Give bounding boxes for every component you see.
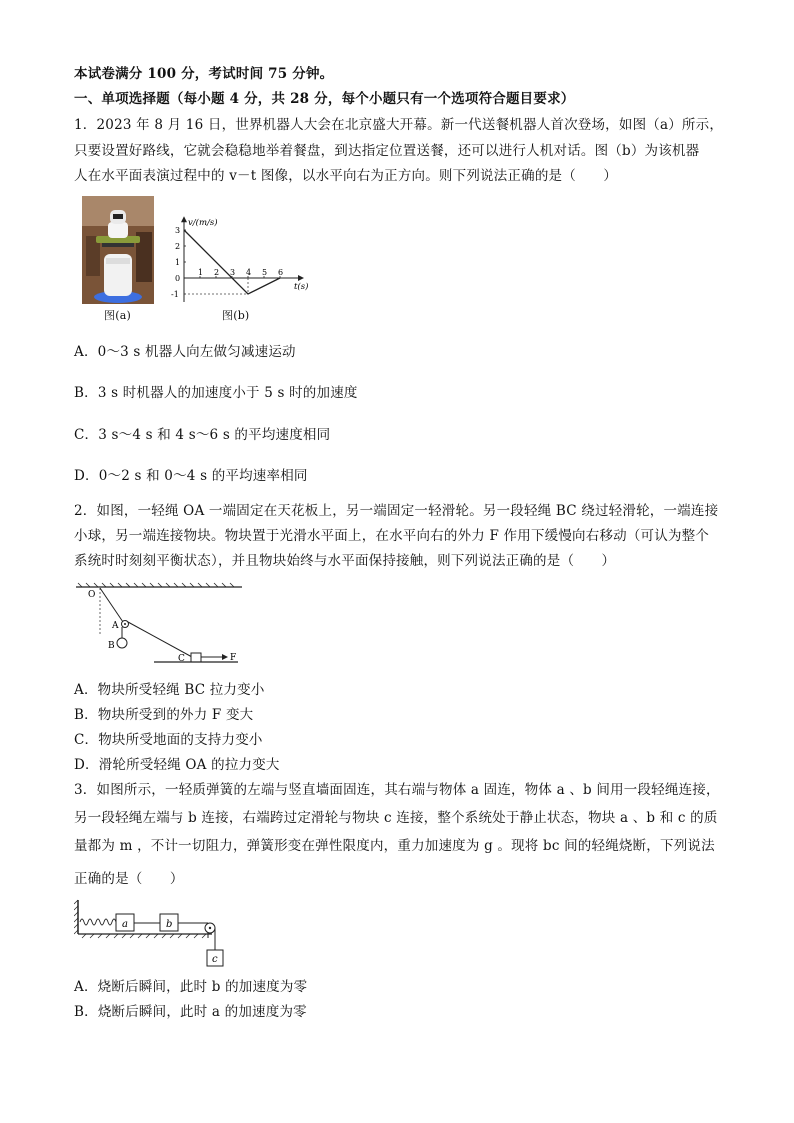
q2-line-3: 系统时时刻刻平衡状态），并且物块始终与水平面保持接触，则下列说法正确的是（ ） xyxy=(74,553,616,569)
x-tick-label: 2 xyxy=(214,268,220,277)
y-tick-label: 1 xyxy=(175,258,181,267)
q1-option-a: A．0～3 s 机器人向左做匀减速运动 xyxy=(74,344,296,360)
label-block-c: c xyxy=(212,954,218,965)
fig-b-caption: 图(b) xyxy=(222,309,250,322)
q2-line-2: 小球，另一端连接物块。物块置于光滑水平面上，在水平向右的外力 F 作用下缓慢向右移动（可认为整个 xyxy=(74,528,710,544)
label-o: O xyxy=(88,590,96,600)
x-axis-label: t(s) xyxy=(294,282,309,292)
fig-a-caption: 图(a) xyxy=(104,309,131,322)
label-block-a: a xyxy=(122,919,128,930)
q2-line-1: 2．如图，一轻绳 OA 一端固定在天花板上，另一端固定一轻滑轮。另一段轻绳 BC 绕过轻滑轮，一端连接 xyxy=(74,503,719,519)
x-tick-label: 3 xyxy=(230,268,236,277)
q1-line-3: 人在水平面表演过程中的 v－t 图像，以水平向右为正方向。则下列说法正确的是（ ） xyxy=(74,168,618,184)
q3-line-2: 另一段轻绳左端与 b 连接，右端跨过定滑轮与物块 c 连接，整个系统处于静止状态，物块 a 、b 和 c 的质 xyxy=(74,810,718,826)
q3-option-b: B．烧断后瞬间，此时 a 的加速度为零 xyxy=(74,1004,307,1020)
x-tick-label: 4 xyxy=(246,268,252,277)
y-tick-label: 2 xyxy=(175,242,181,251)
robot-photo xyxy=(82,196,154,304)
q3-line-4: 正确的是（ ） xyxy=(74,871,184,887)
velocity-series-line xyxy=(184,230,280,294)
label-f: F xyxy=(230,653,237,663)
y-tick-label: 3 xyxy=(175,226,181,235)
vt-chart xyxy=(170,188,330,318)
section-title: 一、单项选择题（每小题 4 分，共 28 分，每个小题只有一个选项符合题目要求） xyxy=(74,91,575,107)
label-c: C xyxy=(178,654,185,664)
q1-line-1: 1．2023 年 8 月 16 日，世界机器人大会在北京盛大开幕。新一代送餐机器人首次登场，如图（a）所示， xyxy=(74,117,724,133)
q3-line-3: 量都为 m ，不计一切阻力，弹簧形变在弹性限度内，重力加速度为 g 。现将 bc 间的轻绳烧断，下列说法 xyxy=(74,838,715,854)
pulley-diagram xyxy=(74,580,244,672)
label-a: A xyxy=(112,621,119,631)
x-tick-label: 5 xyxy=(262,268,268,277)
x-tick-label: 6 xyxy=(278,268,284,277)
q1-option-d: D．0～2 s 和 0～4 s 的平均速率相同 xyxy=(74,468,308,484)
q1-option-c: C．3 s～4 s 和 4 s～6 s 的平均速度相同 xyxy=(74,427,331,443)
q1-option-b: B．3 s 时机器人的加速度小于 5 s 时的加速度 xyxy=(74,385,358,401)
vt-chart-svg xyxy=(170,188,330,318)
exam-info: 本试卷满分 100 分，考试时间 75 分钟。 xyxy=(74,66,334,82)
x-axis-arrow xyxy=(298,275,304,281)
y-axis-label: v/(m/s) xyxy=(188,218,218,229)
q2-option-c: C．物块所受地面的支持力变小 xyxy=(74,732,263,748)
label-block-b: b xyxy=(166,919,173,930)
x-tick-label: 1 xyxy=(198,268,204,277)
spring-block-diagram xyxy=(74,898,234,970)
q3-option-a: A．烧断后瞬间，此时 b 的加速度为零 xyxy=(74,979,308,995)
label-b: B xyxy=(108,641,115,651)
q2-option-a: A．物块所受轻绳 BC 拉力变小 xyxy=(74,682,265,698)
y-tick-label: 0 xyxy=(175,274,181,283)
q2-option-b: B．物块所受到的外力 F 变大 xyxy=(74,707,254,723)
y-tick-label: -1 xyxy=(171,290,179,299)
y-axis-arrow xyxy=(181,216,187,222)
q1-line-2: 只要设置好路线，它就会稳稳地举着餐盘，到达指定位置送餐，还可以进行人机对话。图（b）为该机器 xyxy=(74,143,700,159)
q3-line-1: 3．如图所示，一轻质弹簧的左端与竖直墙面固连，其右端与物体 a 固连，物体 a 、b 间用一段轻绳连接， xyxy=(74,782,720,798)
q2-option-d: D．滑轮所受轻绳 OA 的拉力变大 xyxy=(74,757,280,773)
